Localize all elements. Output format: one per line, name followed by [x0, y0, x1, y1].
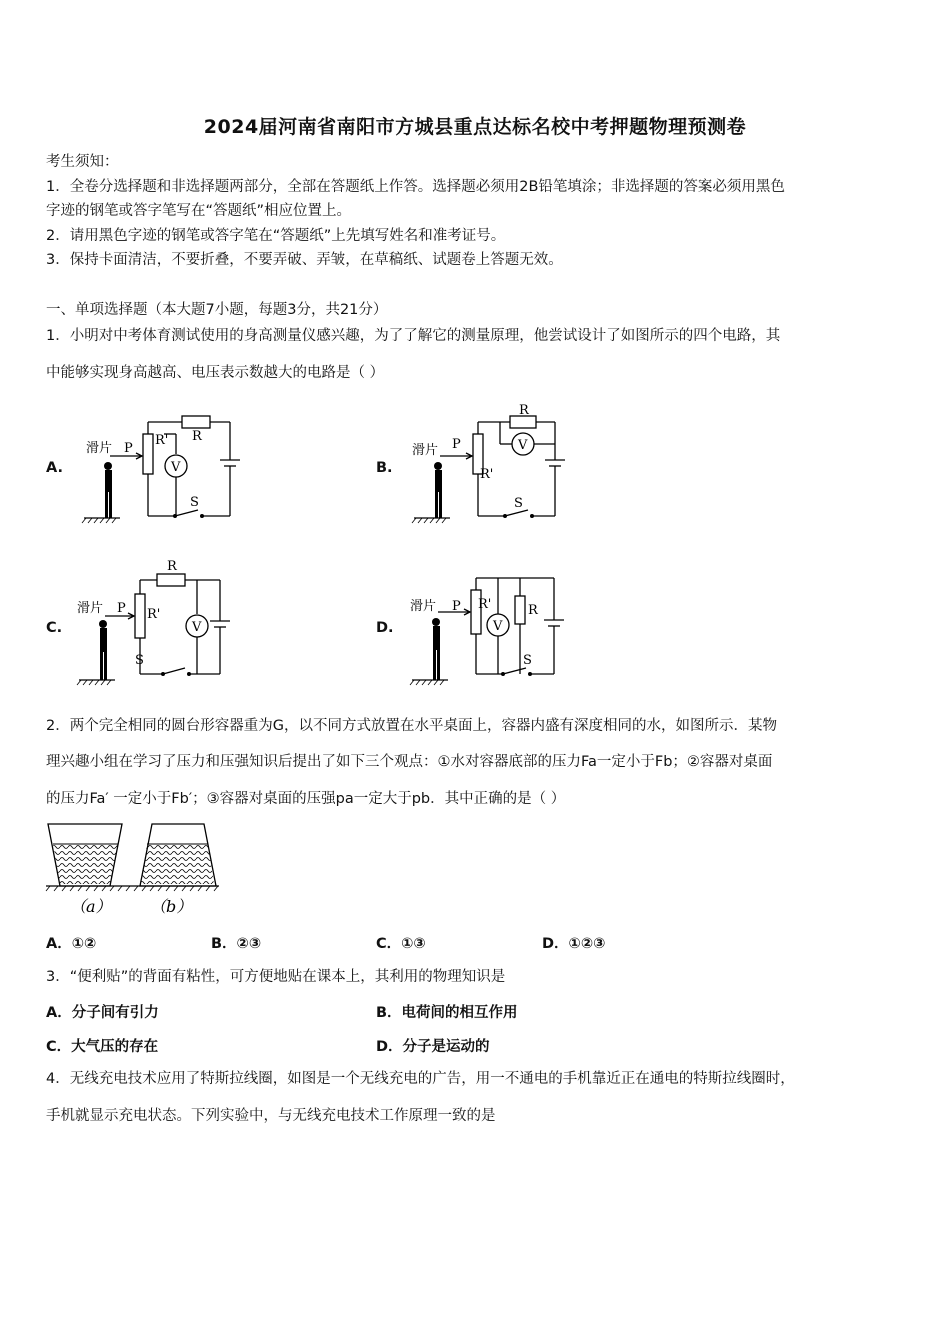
q2-stem-line3: 的压力Fa′ 一定小于Fb′；③容器对桌面的压强pa一定大于pb．其中正确的是（ ） [46, 791, 566, 807]
notice-item-2: 2．请用黑色字迹的钢笔或答字笔在“答题纸”上先填写姓名和准考证号。 [46, 228, 506, 244]
circuit-b-slider-label: 滑片 [412, 443, 439, 458]
notice-heading: 考生须知： [46, 154, 119, 170]
q1-option-a-label: A. [46, 460, 63, 476]
section-heading: 一、单项选择题（本大题7小题，每题3分，共21分） [46, 302, 388, 318]
circuit-d-v-label: V [493, 619, 503, 634]
q2-option-d[interactable]: D．①②③ [542, 936, 606, 952]
circuit-d-slider-label: 滑片 [410, 599, 437, 614]
circuit-b-rprime-label: R' [480, 467, 494, 482]
circuit-a-diagram [80, 410, 250, 525]
circuit-b-p-label: P [452, 437, 461, 452]
circuit-a-v-label: V [171, 460, 181, 475]
circuit-c-rprime-label: R' [147, 607, 161, 622]
q2-option-b[interactable]: B．②③ [211, 936, 262, 952]
circuit-a-slider-label: 滑片 [86, 441, 113, 456]
q2-containers-diagram [44, 820, 224, 920]
circuit-c-p-label: P [117, 601, 126, 616]
circuit-b-diagram [410, 400, 580, 525]
circuit-b-s-label: S [514, 496, 523, 511]
q1-option-b-label: B. [376, 460, 393, 476]
circuit-d-s-label: S [523, 653, 532, 668]
q3-option-c[interactable]: C．大气压的存在 [46, 1039, 159, 1055]
q3-option-b[interactable]: B．电荷间的相互作用 [376, 1005, 518, 1021]
circuit-d-diagram [408, 570, 578, 686]
q1-stem-line1: 1．小明对中考体育测试使用的身高测量仪感兴趣，为了了解它的测量原理，他尝试设计了如图所示的四个电路，其 [46, 328, 781, 344]
notice-item-3: 3．保持卡面清洁，不要折叠，不要弄破、弄皱，在草稿纸、试题卷上答题无效。 [46, 252, 563, 268]
circuit-a-r-label: R [192, 429, 202, 444]
circuit-c-s-label: S [135, 653, 144, 668]
circuit-d-p-label: P [452, 599, 461, 614]
q4-stem-line2: 手机就显示充电状态。下列实验中，与无线充电技术工作原理一致的是 [46, 1108, 496, 1124]
circuit-c-diagram [75, 556, 245, 686]
q4-stem-line1: 4．无线充电技术应用了特斯拉线圈，如图是一个无线充电的广告，用一不通电的手机靠近正在通电的特斯拉线圈时， [46, 1071, 795, 1087]
circuit-a-p-label: P [124, 441, 133, 456]
q2-figure-b-caption: （b） [150, 897, 193, 916]
q2-stem-line1: 2．两个完全相同的圆台形容器重为G，以不同方式放置在水平桌面上，容器内盛有深度相同的水，如图所示．某物 [46, 718, 777, 734]
q3-option-a[interactable]: A．分子间有引力 [46, 1005, 159, 1021]
notice-item-1: 1．全卷分选择题和非选择题两部分，全部在答题纸上作答。选择题必须用2B铅笔填涂；非选择题的答案必须用黑色 [46, 179, 785, 195]
notice-item-1-cont: 字迹的钢笔或答字笔写在“答题纸”相应位置上。 [46, 203, 352, 219]
circuit-d-r-label: R [528, 603, 538, 618]
circuit-b-v-label: V [518, 438, 528, 453]
circuit-c-r-label: R [167, 559, 177, 574]
q3-stem: 3．“便利贴”的背面有粘性，可方便地贴在课本上，其利用的物理知识是 [46, 969, 506, 985]
circuit-c-slider-label: 滑片 [77, 601, 104, 616]
circuit-d-rprime-label: R' [478, 597, 492, 612]
circuit-b-r-label: R [519, 403, 529, 418]
q1-option-d-label: D. [376, 620, 394, 636]
q2-stem-line2: 理兴趣小组在学习了压力和压强知识后提出了如下三个观点：①水对容器底部的压力Fa一定小于Fb；②容器对桌面 [46, 754, 773, 770]
circuit-c-v-label: V [192, 620, 202, 635]
q2-option-a[interactable]: A．①② [46, 936, 97, 952]
q3-option-d[interactable]: D．分子是运动的 [376, 1039, 490, 1055]
circuit-a-s-label: S [190, 495, 199, 510]
circuit-a-rprime-label: R' [155, 433, 169, 448]
q1-stem-line2: 中能够实现身高越高、电压表示数越大的电路是（ ） [46, 365, 385, 381]
q1-option-c-label: C. [46, 620, 63, 636]
q2-option-c[interactable]: C．①③ [376, 936, 426, 952]
page-title: 2024届河南省南阳市方城县重点达标名校中考押题物理预测卷 [203, 116, 747, 138]
q2-figure-a-caption: （a） [70, 897, 112, 916]
